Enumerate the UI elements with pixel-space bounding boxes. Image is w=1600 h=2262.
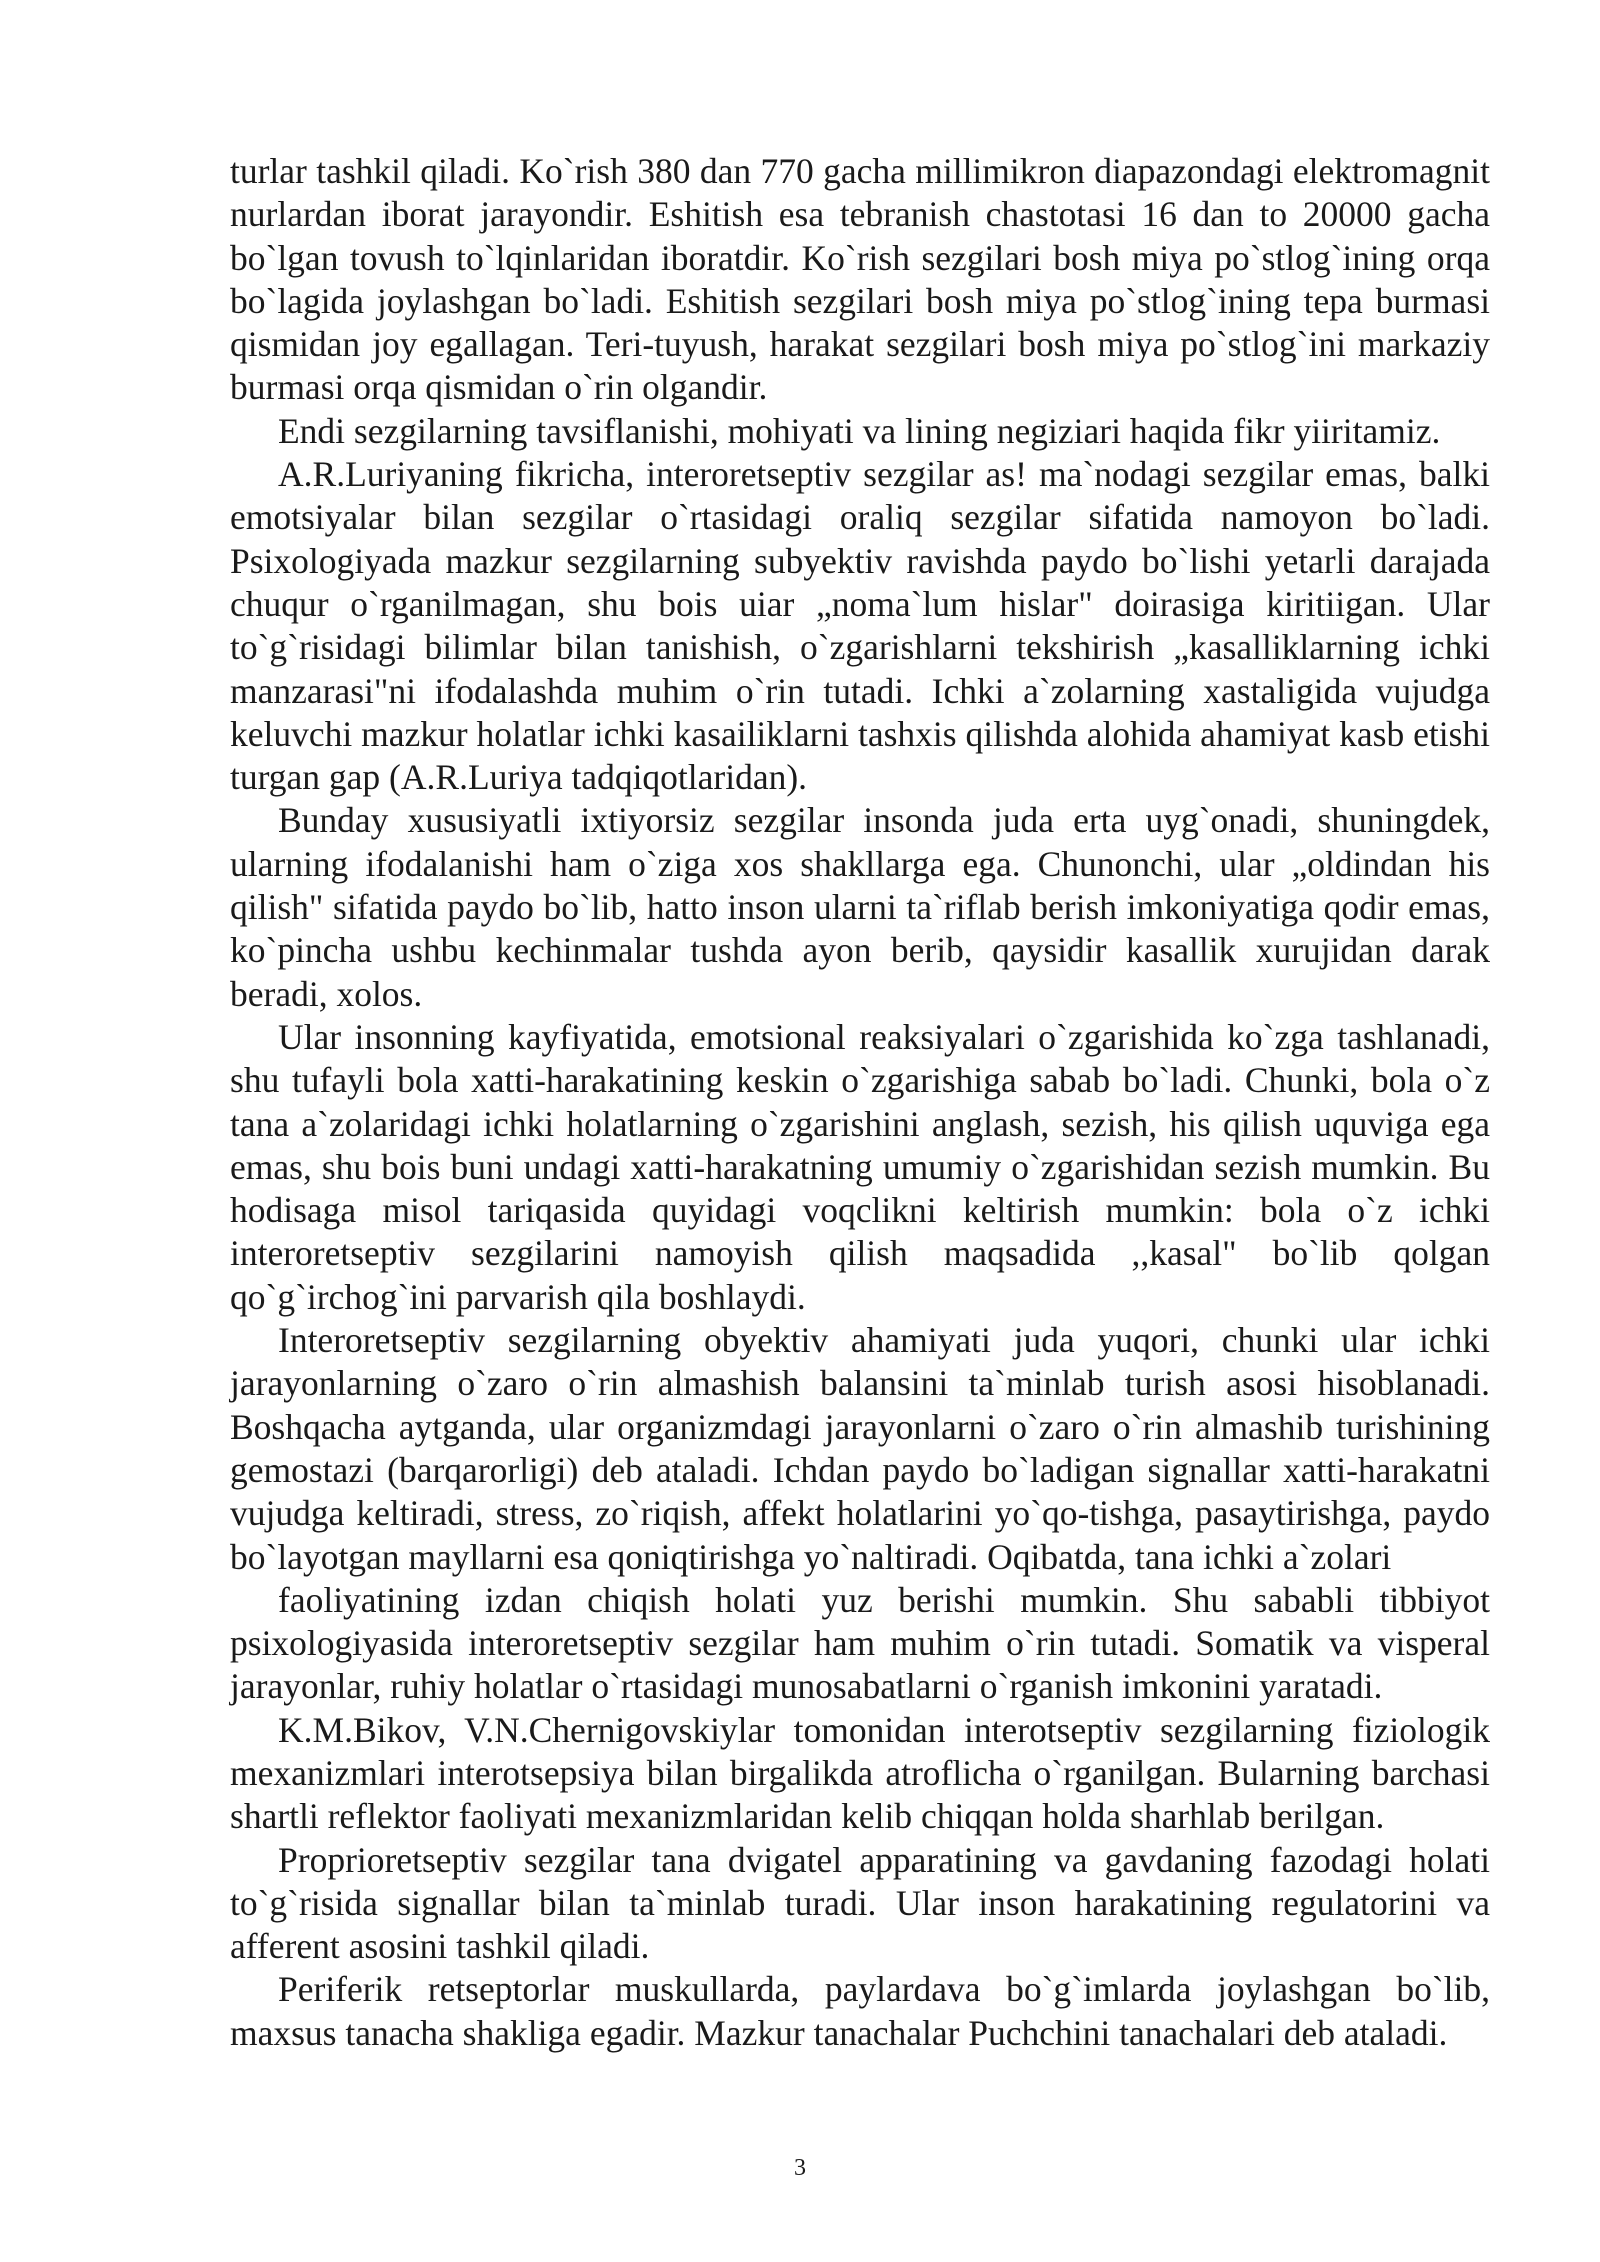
document-body [230,150,1490,2055]
paragraph: K.M.Bikov, V.N.Chernigovskiylar tomonidan interotseptiv sezgilarning fiziologik mexanizmlari interotsepsiya bilan birgalikda atroflicha o`rganilgan. Bularning barchasi shartli reflektor faoliyati mexanizmlaridan kelib chiqqan holda sharhlab berilgan. [230,1709,1490,1837]
paragraph: Proprioretseptiv sezgilar tana dvigatel apparatining va gavdaning fazodagi holati to`g`risida signallar bilan ta`minlab turadi. Ular inson harakatining regulatorini va afferent asosini tashkil qiladi. [230,1839,1490,1967]
paragraph-continuation: turlar tashkil qiladi. Ko`rish 380 dan 770 gacha millimikron diapazondagi elektromagnit nurlardan iborat jarayondir. Eshitish esa tebranish chastotasi 16 dan to 20000 gacha bo`lgan tovush to`lqinlaridan iboratdir. Ko`rish sezgilari bosh miya po`stlog`ining orqa bo`lagida joylashgan bo`ladi. Eshitish sezgilari bosh miya po`stlog`ining tepa burmasi qismidan joy egallagan. Teri-tuyush, harakat sezgilari bosh miya po`stlog`ini markaziy burmasi orqa qismidan o`rin olgandir. [230,151,1490,408]
paragraph: Endi sezgilarning tavsiflanishi, mohiyati va lining negiziari haqida fikr yiiritamiz. [278,410,1441,451]
paragraph: Interoretseptiv sezgilarning obyektiv ahamiyati juda yuqori, chunki ular ichki jarayonlarning o`zaro o`rin almashish balansini ta`minlab turish asosi hisoblanadi. Boshqacha aytganda, ular organizmdagi jarayonlarni o`zaro o`rin almashib turishining gemostazi (barqarorligi) deb ataladi. Ichdan paydo bo`ladigan signallar xatti-harakatni vujudga keltiradi, stress, zo`riqish, affekt holatlarini yo`qo-tishga, pasaytirishga, paydo bo`layotgan mayllarni esa qoniqtirishga yo`naltiradi. Oqibatda, tana ichki a`zolari [230,1320,1490,1577]
paragraph: Ular insonning kayfiyatida, emotsional reaksiyalari o`zgarishida ko`zga tashlanadi, shu tufayli bola xatti-harakatining keskin o`zgarishiga sabab bo`ladi. Chunki, bola o`z tana a`zolaridagi ichki holatlarning o`zgarishini anglash, sezish, his qilish uquviga ega emas, shu bois buni undagi xatti-harakatning umumiy o`zgarishidan sezish mumkin. Bu hodisaga misol tariqasida quyidagi voqclikni keltirish mumkin: bola o`z ichki interoretseptiv sezgilarini namoyish qilish maqsadida ,,kasal" bo`lib qolgan qo`g`irchog`ini parvarish qila boshlaydi. [230,1016,1490,1317]
paragraph: A.R.Luriyaning fikricha, interoretseptiv sezgilar as! ma`nodagi sezgilar emas, balki emotsiyalar bilan sezgilar o`rtasidagi oraliq sezgilar sifatida namoyon bo`ladi. Psixologiyada mazkur sezgilarning subyektiv ravishda paydo bo`lishi yetarli darajada chuqur o`rganilmagan, shu bois uiar „noma`lum hislar" doirasiga kiritiigan. Ular to`g`risidagi bilimlar bilan tanishish, o`zgarishlarni tekshirish „kasalliklarning ichki manzarasi"ni ifodalashda muhim o`rin tutadi. Ichki a`zolarning xastaligida vujudga keluvchi mazkur holatlar ichki kasailiklarni tashxis qilishda alohida ahamiyat kasb etishi turgan gap (A.R.Luriya tadqiqotlaridan). [230,454,1490,798]
paragraph: Periferik retseptorlar muskullarda, paylardava bo`g`imlarda joylashgan bo`lib, maxsus tanacha shakliga egadir. Mazkur tanachalar Puchchini tanachalari deb ataladi. [230,1969,1490,2053]
paragraph: faoliyatining izdan chiqish holati yuz berishi mumkin. Shu sababli tibbiyot psixologiyasida interoretseptiv sezgilar ham muhim o`rin tutadi. Somatik va visperal jarayonlar, ruhiy holatlar o`rtasidagi munosabatlarni o`rganish imkonini yaratadi. [230,1579,1490,1707]
page-number: 3 [794,2155,806,2181]
paragraph: Bunday xususiyatli ixtiyorsiz sezgilar insonda juda erta uyg`onadi, shuningdek, ularning ifodalanishi ham o`ziga xos shakllarga ega. Chunonchi, ular „oldindan his qilish" sifatida paydo bo`lib, hatto inson ularni ta`riflab berish imkoniyatiga qodir emas, ko`pincha ushbu kechinmalar tushda ayon berib, qaysidir kasallik xurujidan darak beradi, xolos. [230,800,1490,1014]
